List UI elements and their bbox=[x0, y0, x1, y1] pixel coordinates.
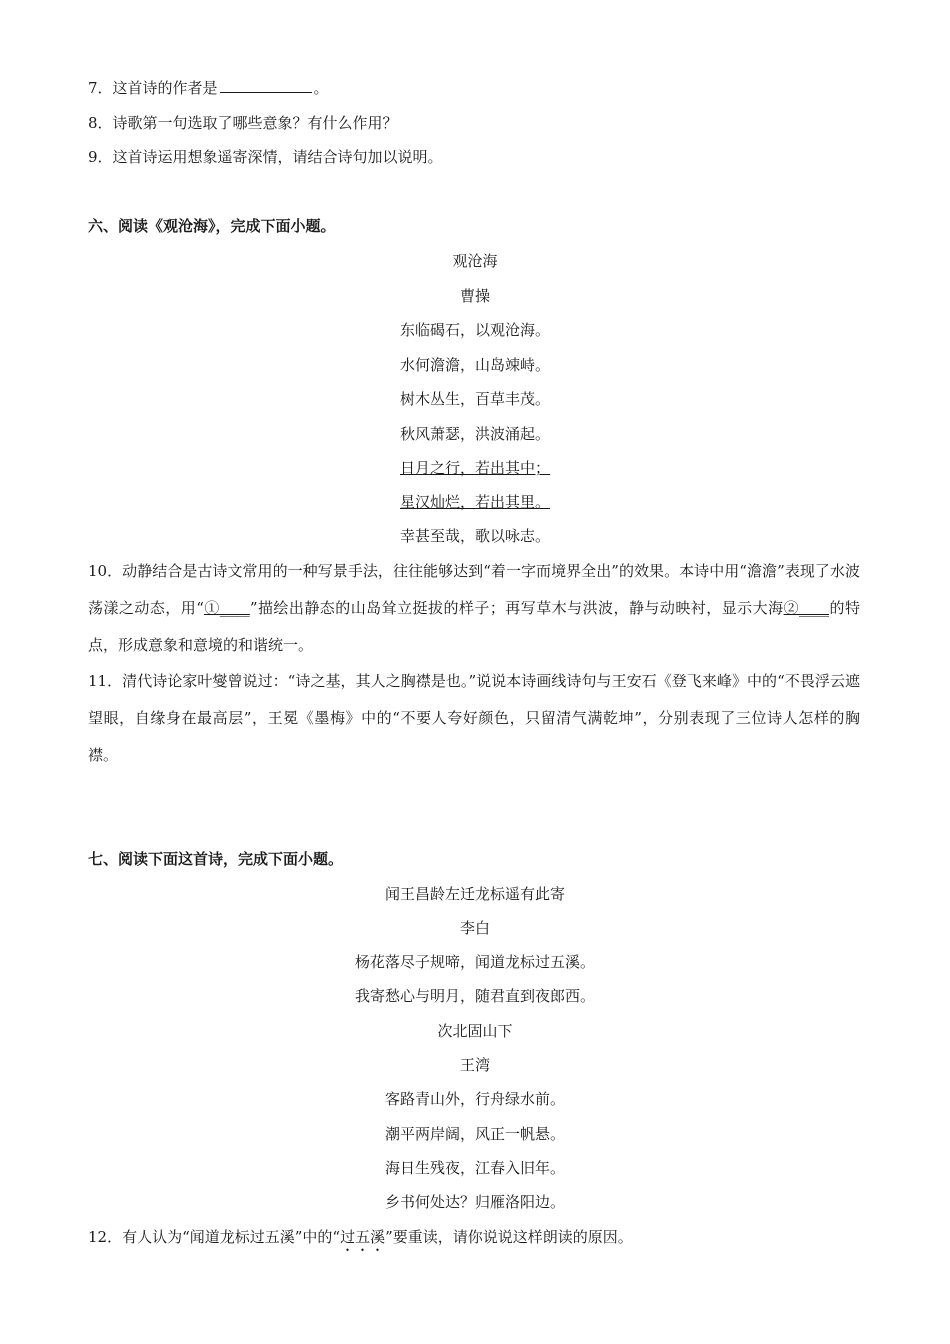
poem-line: 秋风萧瑟，洪波涌起。 bbox=[399, 425, 550, 443]
emphasized-text: 过五溪 bbox=[340, 1228, 386, 1246]
question-11: 11．清代诗论家叶燮曾说过：“诗之基，其人之胸襟是也。”说说本诗画线诗句与王安石《登飞来峰》中的“不畏浮云遮望眼，自缘身在最高层”，王冕《墨梅》中的“不要人夸好颜色，只留清气满乾坤”，分别表现了三位诗人怎样的胸襟。 bbox=[88, 672, 860, 764]
underlined-text: 日月之行，若出其中； bbox=[399, 459, 550, 477]
poem-line: 海日生残夜，江春入旧年。 bbox=[384, 1159, 565, 1177]
question-12-text: ”要重读，请你说说这样朗读的原因。 bbox=[385, 1228, 633, 1246]
section-6-heading: 六、阅读《观沧海》，完成下面小题。 bbox=[88, 217, 336, 235]
poem-line: 水何澹澹，山岛竦峙。 bbox=[399, 356, 550, 374]
poem-line-underlined bbox=[0, 492, 950, 512]
question-10-text: ”描绘出静态的山岛耸立挺拔的样子；再写草木与洪波，静与动映衬，显示大海 bbox=[249, 599, 784, 617]
poem-line: 客路青山外，行舟绿水前。 bbox=[384, 1090, 565, 1108]
poem-line: 幸甚至哉，歌以咏志。 bbox=[399, 527, 550, 545]
poem-author: 王湾 bbox=[459, 1056, 490, 1074]
answer-blank bbox=[220, 78, 312, 93]
poem-line: 杨花落尽子规啼，闻道龙标过五溪。 bbox=[354, 953, 595, 971]
answer-blank-1: ①____ bbox=[203, 599, 250, 617]
poem-line: 潮平两岸阔，风正一帆悬。 bbox=[384, 1125, 565, 1143]
poem-line-underlined bbox=[0, 458, 950, 478]
poem-author: 李白 bbox=[459, 919, 490, 937]
poem-title: 观沧海 bbox=[452, 252, 498, 270]
question-7-text: 7．这首诗的作者是 bbox=[88, 79, 218, 97]
question-7 bbox=[88, 78, 329, 98]
answer-blank-2: ②____ bbox=[783, 599, 830, 617]
question-12 bbox=[88, 1227, 633, 1255]
question-8: 8．诗歌第一句选取了哪些意象？有什么作用？ bbox=[88, 114, 398, 132]
question-10-text: 的特点，形成意象和意境的和谐统一。 bbox=[88, 599, 860, 654]
section-7-heading: 七、阅读下面这首诗，完成下面小题。 bbox=[88, 850, 344, 868]
poem-line: 我寄愁心与明月，随君直到夜郎西。 bbox=[354, 987, 595, 1005]
poem-line: 树木丛生，百草丰茂。 bbox=[399, 390, 550, 408]
question-12-text: 12．有人认为“闻道龙标过五溪”中的“ bbox=[88, 1228, 341, 1246]
underlined-text: 星汉灿烂，若出其里。 bbox=[399, 493, 550, 511]
poem-title: 闻王昌龄左迁龙标遥有此寄 bbox=[384, 885, 565, 903]
question-10 bbox=[88, 553, 860, 664]
poem-title: 次北固山下 bbox=[437, 1022, 513, 1040]
question-10-text: 10．动静结合是古诗文常用的一种写景手法，往往能够达到“着一字而境界全出”的效果。本诗中用“澹澹”表现了水波荡漾之动态，用“ bbox=[88, 562, 860, 617]
poem-line: 乡书何处达？归雁洛阳边。 bbox=[384, 1193, 565, 1211]
poem-line: 东临碣石，以观沧海。 bbox=[399, 321, 550, 339]
question-9: 9．这首诗运用想象遥寄深情，请结合诗句加以说明。 bbox=[88, 148, 443, 166]
poem-author: 曹操 bbox=[459, 287, 490, 305]
question-7-suffix: 。 bbox=[313, 79, 329, 97]
